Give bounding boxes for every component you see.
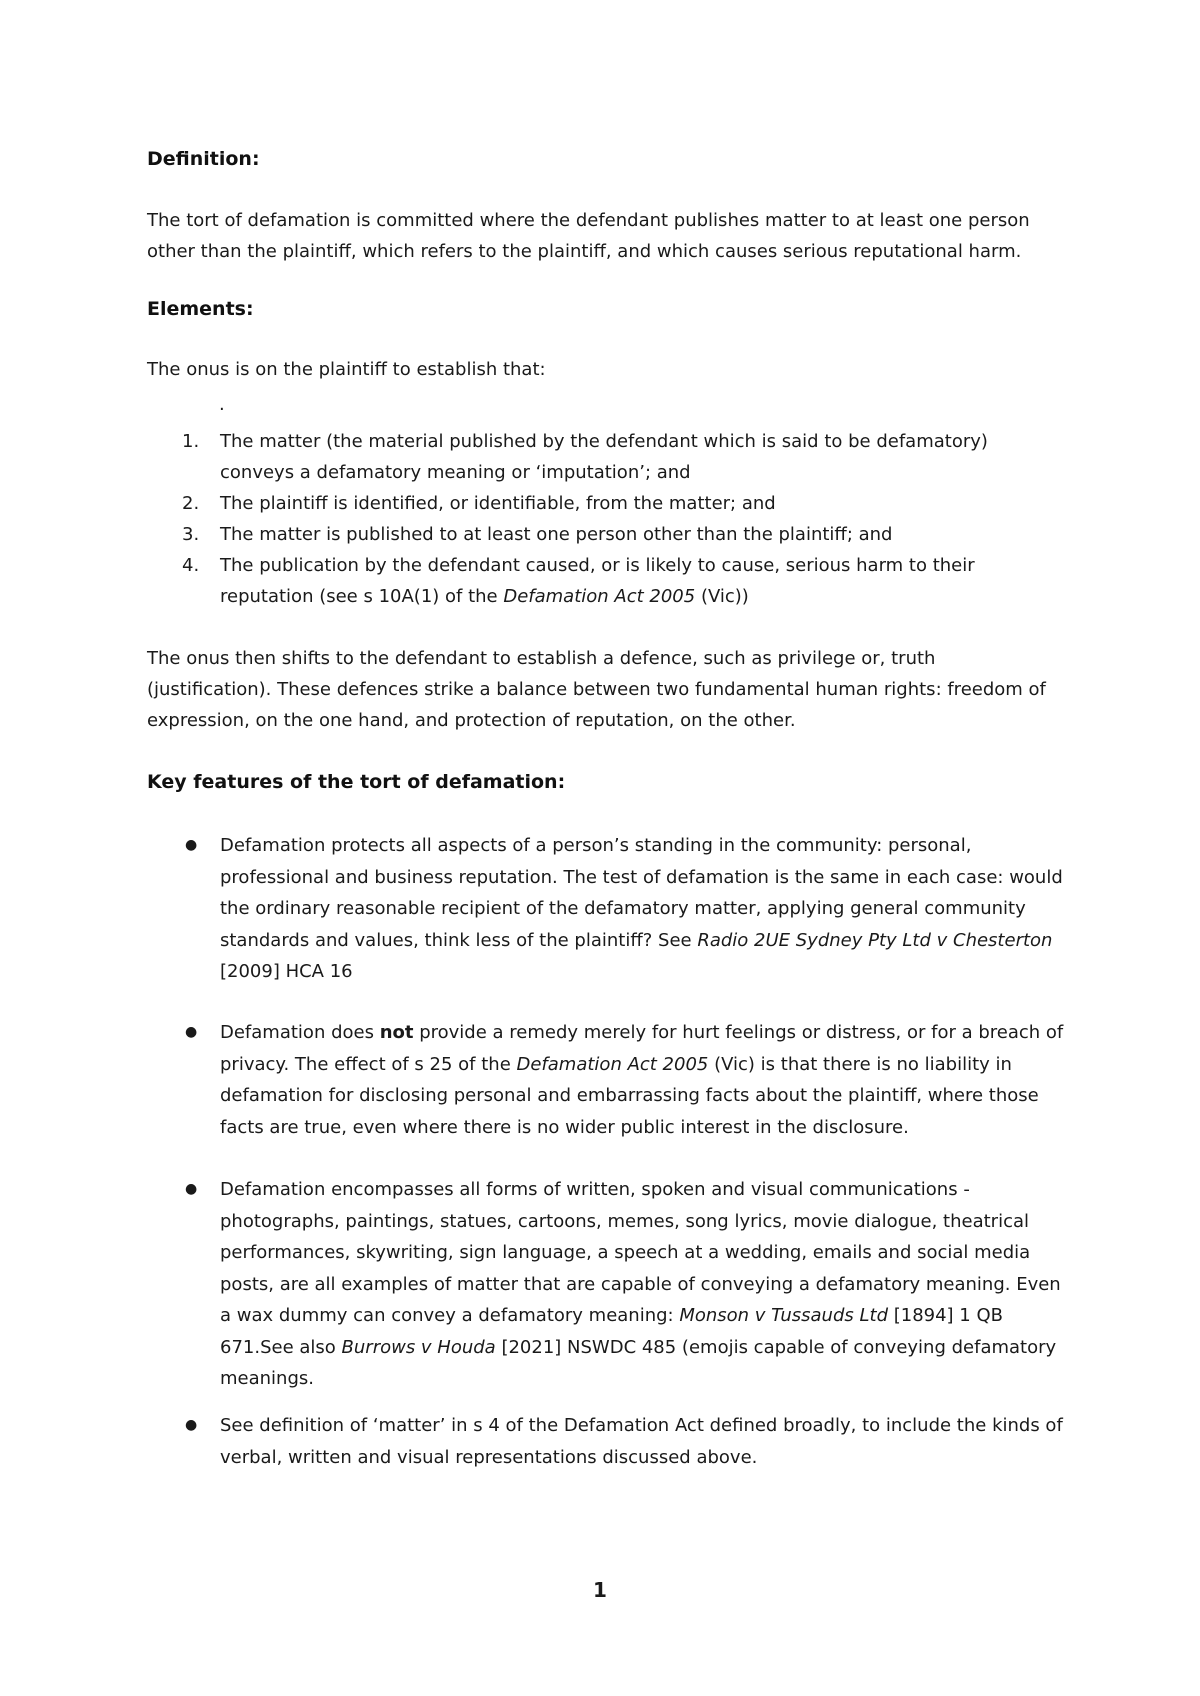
- bullet-item: ● Defamation does not provide a remedy merely for hurt feelings or distress, or for a breach of privacy. The effect of s 25 of the Defamation Act 2005 (Vic) is that there is no liability in defamation for disclosing personal and embarrassing facts about the plaintiff, where those facts are true, even where there is no wider public interest in the disclosure.: [147, 1017, 1077, 1143]
- case-citation: Burrows v Houda: [341, 1336, 496, 1358]
- definition-line: The tort of defamation is committed where the defendant publishes matter to at least one person: [147, 210, 1030, 231]
- case-citation: Monson v Tussauds Ltd: [679, 1305, 888, 1326]
- bullet-item: ● Defamation protects all aspects of a person’s standing in the community: personal, professional and business reputation. The test of defamation is the same in each case: would the ordinary reasonable recipient of the defamatory matter, applying general community standards and values, think less of the plaintiff? See Radio 2UE Sydney Pty Ltd v Chesterton [2009] HCA 16: [147, 830, 1077, 988]
- list-item: 3. The matter is published to at least one person other than the plaintiff; and: [147, 519, 1077, 550]
- key-features-list: [147, 1174, 1077, 1395]
- definition-line: other than the plaintiff, which refers to the plaintiff, and which causes serious reputational harm.: [147, 241, 1022, 262]
- definition-paragraph: [147, 205, 1077, 267]
- list-number: 1.: [182, 431, 200, 452]
- statute-citation: Defamation Act 2005: [516, 1053, 709, 1075]
- list-item: 4. The publication by the defendant caused, or is likely to cause, serious harm to their reputation (see s 10A(1) of the Defamation Act 2005 (Vic)): [147, 550, 1077, 612]
- key-features-list: [147, 830, 1077, 988]
- elements-list: [147, 426, 1077, 612]
- list-number: 3.: [182, 524, 200, 545]
- bullet-item: ● Defamation encompasses all forms of written, spoken and visual communications - photographs, paintings, statues, cartoons, memes, song lyrics, movie dialogue, theatrical performances, skywriting, sign language, a speech at a wedding, emails and social media posts, are all examples of matter that are capable of conveying a defamatory meaning. Even a wax dummy can convey a defamatory meaning: Monson v Tussauds Ltd [1894] 1 QB 671.See also Burrows v Houda [2021] NSWDC 485 (emojis capable of conveying defamatory meanings.: [147, 1174, 1077, 1395]
- page-number: 1: [593, 1578, 607, 1602]
- key-features-list: [147, 1410, 1077, 1473]
- definition-heading: Definition:: [147, 148, 260, 170]
- list-number: 4.: [182, 555, 200, 576]
- bullet-item: ● See definition of ‘matter’ in s 4 of the Defamation Act defined broadly, to include the kinds of verbal, written and visual representations discussed above.: [147, 1410, 1077, 1473]
- elements-intro: The onus is on the plaintiff to establish that:: [147, 359, 546, 380]
- bullet-icon: ●: [185, 1024, 198, 1040]
- statute-citation: Defamation Act 2005: [503, 586, 696, 607]
- bullet-icon: ●: [185, 1417, 198, 1433]
- list-item: 2. The plaintiff is identified, or identifiable, from the matter; and: [147, 488, 1077, 519]
- list-item: 1. The matter (the material published by the defendant which is said to be defamatory) conveys a defamatory meaning or ‘imputation’; and: [147, 426, 1077, 488]
- key-features-list: [147, 1017, 1077, 1143]
- onus-paragraph: The onus then shifts to the defendant to establish a defence, such as privilege or, truth (justification). These defences strike a balance between two fundamental human rights: freedom of expression, on the one hand, and protection of reputation, on the other.: [147, 648, 1046, 731]
- bullet-icon: ●: [185, 1181, 198, 1197]
- emphasis-not: not: [379, 1022, 414, 1043]
- elements-heading: Elements:: [147, 298, 254, 320]
- key-features-heading: Key features of the tort of defamation:: [147, 771, 566, 793]
- list-number: 2.: [182, 493, 200, 514]
- bullet-icon: ●: [185, 837, 198, 853]
- stray-mark: .: [219, 394, 225, 415]
- case-citation: Radio 2UE Sydney Pty Ltd v Chesterton: [697, 929, 1053, 951]
